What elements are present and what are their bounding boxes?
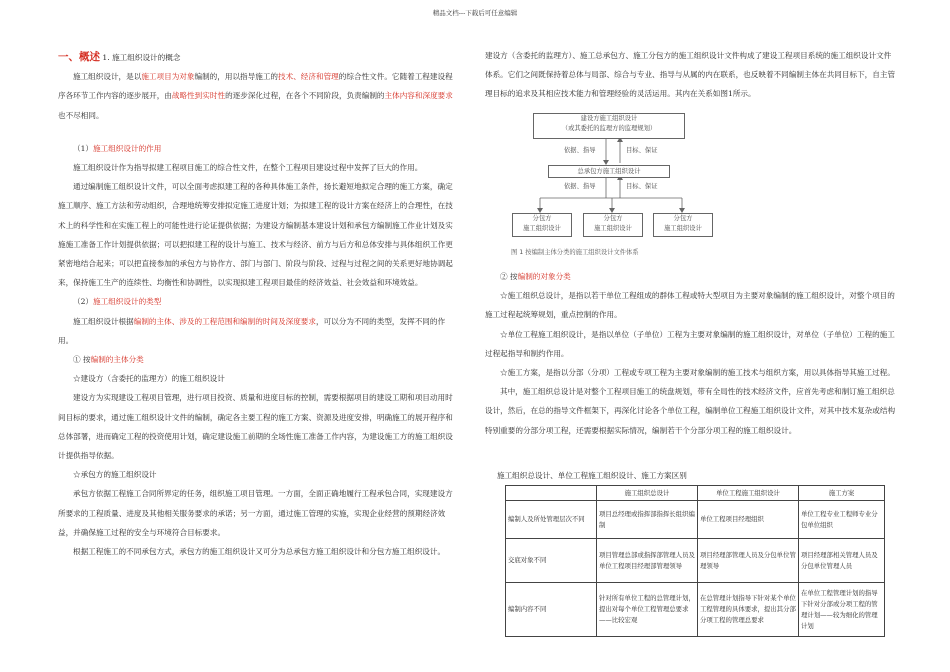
- table-cell: 项目管理总部或指挥部管理人员及单位工程项目经理部管理领导: [597, 539, 698, 583]
- star-general-design: ☆施工组织总设计，是指以若干单位工程组成的群体工程或特大型项目为主要对象编制的施工组织设计，对整个项目的施工过程起统筹规划，重点控制的作用。: [485, 291, 895, 320]
- label-basis-guide-1: 依据、指导: [564, 147, 596, 154]
- table-row: [506, 583, 885, 637]
- table-cell: 项目经理部相关管理人员及分包单位管理人员: [799, 539, 885, 583]
- heading-role: （1）施工组织设计的作用: [73, 143, 162, 153]
- label-target-guarantee-1: 目标、保证: [626, 147, 658, 154]
- box-owner-plan: 建设方施工组织设计 （或其委托的监理方的监理规划）: [533, 113, 685, 139]
- right-column-top: [485, 46, 897, 104]
- intro-paragraph: 施工组织设计，是以施工项目为对象编制的，用以指导施工的技术、经济和管理的综合性文件。它随着工程建设程序各环节工作内容的逐步展开，由战略性到实时性的逐步深化过程，在各个不同阶段，负责编制的主体内容和深度要求也不尽相同。: [58, 72, 453, 120]
- table-header-cell: 施工组织总设计: [597, 486, 698, 501]
- table-cell: 单位工程项目经理组织: [698, 501, 799, 539]
- section-heading: [58, 48, 460, 67]
- star-construction-scheme: ☆施工方案，是指以分部（分项）工程或专项工程为主要对象编制的施工技术与组织方案，用以具体指导其施工过程。: [500, 368, 895, 378]
- heading-by-object: ② 按编制的对象分类: [500, 272, 571, 281]
- table-header-cell: 施工方案: [799, 486, 885, 501]
- label-target-guarantee-2: 目标、保证: [626, 183, 658, 190]
- table-cell: 在单位工程管理计划的指导下针对分部或分项工程的管理计划——较为细化的管理计划: [799, 583, 885, 637]
- table-row-header: 编制人及所处管理层次不同: [506, 501, 597, 539]
- table-cell: 针对所有单位工程的总管理计划，提出对每个单位工程管理总要求——比较宏观: [597, 583, 698, 637]
- table-header-row: [506, 486, 885, 501]
- table-cell: 项目总经理或指挥部指挥长组织编制: [597, 501, 698, 539]
- paragraph-role-2: 通过编制施工组织设计文件，可以全面考虑拟建工程的各种具体施工条件，扬长避短地拟定合理的施工方案，确定施工顺序、施工方法和劳动组织，合理地统筹安排拟定施工进度计划；为拟建工程的设计方案在经济上的合理性，在技术上的科学性和在实施工程上的可能性进行论证提供依据；为建设方编制基本建设计划和承包方编制施工作业计划及实施施工准备工作计划提供依据；可以把拟建工程的设计与施工、技术与经济、前方与后方和总体安排与具体组织工作更紧密地结合起来；可以把直接参加的承包方与协作方、部门与部门、阶段与阶段、过程与过程之间的关系更好地协调起来，保持施工生产的连续性、均衡性和协调性，以实现拟建工程项目最佳的经济效益、社会效益和环境效益。: [58, 182, 453, 288]
- paragraph-subcontract: 根据工程施工的不同承包方式，承包方的施工组织设计又可分为总承包方施工组织设计和分包方施工组织设计。: [73, 547, 446, 557]
- paragraph-system: 建设方（含委托的监理方）、施工总承包方、施工分包方的施工组织设计文件构成了建设工程项目系统的施工组织设计文件体系。它们之间既保持着总体与局部、综合与专业、指导与从属的内在联系，也反映着不同编制主体在共同目标下，自主管理目标的追求及其相应技术能力和管理经验的灵活运用。其内在关系如图1所示。: [485, 51, 896, 99]
- paragraph-owner: 建设方为实现建设工程项目管理，进行项目投资、质量和进度目标的控制，需要根据项目的建设工期和项目动用时间目标的要求，通过施工组织设计文件的编制，确定各主要工程的施工方案、资源及进度安排，明确施工的展开程序和总体部署，进而确定工程的投资使用计划，确定建设施工前期的全场性施工准备工作内容，为建设施工方的施工组织设计提供指导依据。: [58, 393, 453, 461]
- heading-type: （2）施工组织设计的类型: [73, 297, 162, 307]
- star-unit-design: ☆单位工程施工组织设计，是指以单位（子单位）工程为主要对象编制的施工组织设计，对单位（子单位）工程的施工过程起指导和制约作用。: [485, 329, 895, 358]
- box-general-contractor-plan: 总承包方施工组织设计: [548, 165, 670, 178]
- table-cell: 单位工程专业工程师专业分包单位组织: [799, 501, 885, 539]
- comparison-table: [505, 485, 885, 637]
- table-cell: 项目经理部管理人员及分包单位管理领导: [698, 539, 799, 583]
- paragraph-hierarchy: 其中，施工组织总设计是对整个工程项目施工的统盘规划，带有全局性的技术经济文件，应首先考虑和制订施工组织总设计，然后，在总的指导文件框架下，再深化讨论各个单位工程，编制单位工程施工组织设计文件，对其中技术复杂或结构特别重要的分部分项工程，还需要根据实际情况，编制若干个分部分项工程的施工组织设计。: [485, 387, 896, 435]
- page-header: 精品文档---下载后可任意编辑: [432, 9, 518, 17]
- left-column: [58, 48, 460, 561]
- table-header-cell: [506, 486, 597, 501]
- section-subtitle: 1. 施工组织设计的概念: [102, 53, 181, 62]
- star-owner: ☆建设方（含委托的监理方）的施工组织设计: [73, 374, 225, 384]
- table-caption: 施工组织总设计、单位工程施工组织设计、施工方案区别: [497, 471, 687, 480]
- box-subcontractor-plan-2: 分包方 施工组织设计: [583, 213, 643, 237]
- table-header-cell: 单位工程施工组织设计: [698, 486, 799, 501]
- label-basis-guide-2: 依据、指导: [564, 183, 596, 190]
- table-row-header: 编制内容不同: [506, 583, 597, 637]
- paragraph-role-1: 施工组织设计作为指导拟建工程项目施工的综合性文件，在整个工程项目建设过程中发挥了巨大的作用。: [73, 163, 423, 173]
- right-column-bottom: [485, 267, 897, 440]
- box-subcontractor-plan-1: 分包方 施工组织设计: [512, 213, 572, 237]
- table-row-header: 交底对象不同: [506, 539, 597, 583]
- structure-diagram: [512, 110, 712, 258]
- paragraph-type: 施工组织设计根据编制的主体、涉及的工程范围和编制的时间及深度要求，可以分为不同的类型，发挥不同的作用。: [58, 316, 446, 345]
- section-number: 一、概述: [58, 51, 100, 63]
- paragraph-contractor: 承包方依据工程施工合同所界定的任务，组织施工项目管理。一方面，全面正确地履行工程承包合同，实现建设方所要求的工程质量、进度及其他相关服务要求的承诺；另一方面，通过施工管理的实施，实现企业经营的预期经济效益，并确保施工过程的安全与环境符合目标要求。: [58, 489, 453, 537]
- table-cell: 在总管理计划指导下针对某个单位工程管理的具体要求，提出其分部分项工程的管理总要求: [698, 583, 799, 637]
- heading-by-subject: ① 按编制的主体分类: [73, 355, 144, 365]
- figure-caption: 图 1 按编制主体分类的施工组织设计文件体系: [511, 249, 639, 256]
- star-contractor: ☆承包方的施工组织设计: [73, 470, 157, 480]
- table-row: [506, 539, 885, 583]
- box-subcontractor-plan-3: 分包方 施工组织设计: [653, 213, 713, 237]
- table-row: [506, 501, 885, 539]
